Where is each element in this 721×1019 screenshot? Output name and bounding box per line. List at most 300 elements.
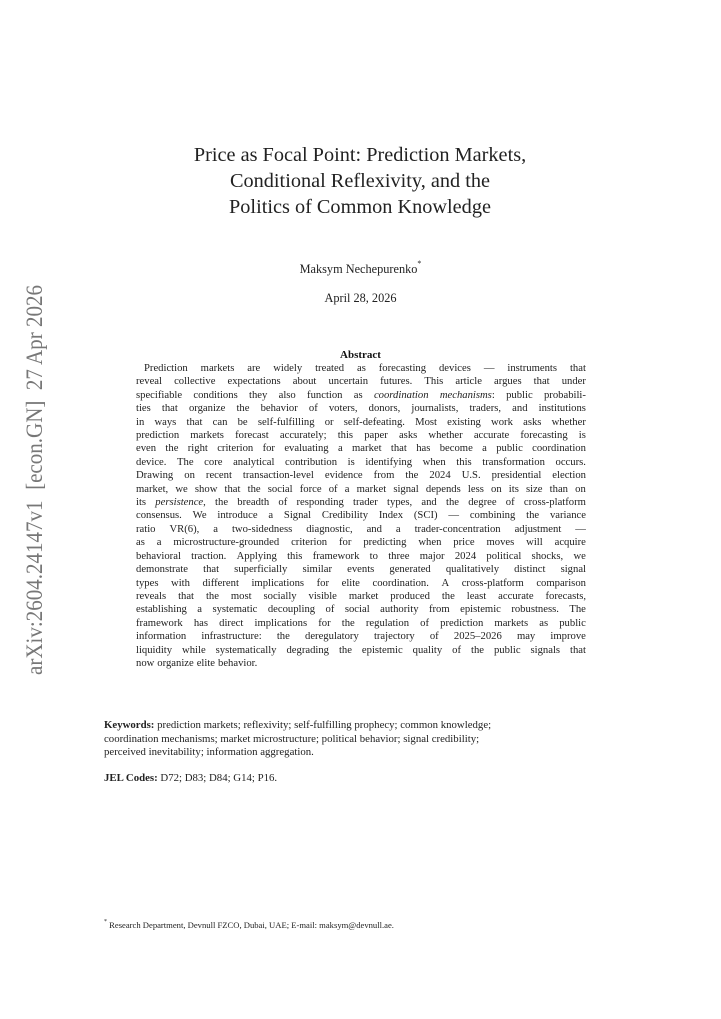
abstract-word: a <box>344 483 350 495</box>
abstract-word: right <box>187 443 208 455</box>
abstract-line <box>136 416 586 429</box>
abstract-body <box>136 362 586 670</box>
abstract-word: microstructure-grounded <box>173 537 280 549</box>
abstract-word: device. <box>136 456 167 468</box>
paper-date: April 28, 2026 <box>324 291 397 305</box>
abstract-word: the <box>205 590 219 602</box>
abstract-word: analytical <box>233 456 275 468</box>
abstract-word: reveal <box>136 376 162 388</box>
abstract-word: occurs. <box>555 456 586 468</box>
abstract-word: transaction-level <box>242 470 314 482</box>
abstract-word: systematic <box>212 604 258 616</box>
abstract-word: on <box>491 483 502 495</box>
author <box>0 259 721 277</box>
abstract-line <box>136 644 586 657</box>
abstract-word: probabili- <box>543 389 586 401</box>
abstract-word: Drawing <box>136 470 174 482</box>
abstract-word: events <box>347 564 375 576</box>
abstract-line <box>136 456 586 469</box>
abstract-word: socially <box>263 590 297 602</box>
abstract-word: public <box>496 443 523 455</box>
abstract-word: or <box>324 416 334 428</box>
abstract-word: a <box>395 523 401 535</box>
abstract-word: — <box>575 523 586 535</box>
abstract-word: epistemic <box>361 644 403 656</box>
abstract-word: framework <box>136 617 183 629</box>
abstract-word: establishing <box>136 604 187 616</box>
abstract-word: as <box>136 537 145 549</box>
abstract-word: evidence <box>324 470 363 482</box>
abstract-word: the <box>405 470 419 482</box>
abstract-word: be <box>237 416 248 428</box>
abstract-word: futures. <box>380 376 413 388</box>
abstract-line <box>136 389 586 402</box>
abstract-word: that <box>390 443 407 455</box>
abstract-word: prediction <box>440 617 484 629</box>
abstract-word: traction. <box>191 550 227 562</box>
abstract-word: introduce <box>217 510 258 522</box>
abstract-word: conditions <box>193 389 238 401</box>
abstract-word: Signal <box>283 510 312 522</box>
abstract-word: when <box>422 456 446 468</box>
abstract-line <box>136 630 586 643</box>
abstract-word: a <box>197 604 203 616</box>
abstract-word: systematically <box>215 644 277 656</box>
abstract-word: variance <box>549 510 586 522</box>
abstract-word: whether <box>551 416 586 428</box>
abstract-word: infrastructure: <box>201 631 262 643</box>
abstract-word: its <box>136 497 147 509</box>
abstract-word: degrading <box>286 644 330 656</box>
abstract-word: trajectory <box>373 631 415 643</box>
abstract-word: voters, <box>328 403 358 415</box>
abstract-word: comparison <box>536 577 586 589</box>
abstract-word: two-sidedness <box>231 523 293 535</box>
abstract-word: adjustment <box>514 523 562 535</box>
abstract-word: that <box>186 416 203 428</box>
abstract-word: most <box>230 590 252 602</box>
abstract-word: its <box>508 483 519 495</box>
abstract-word: of <box>420 617 430 629</box>
abstract-word: has <box>416 443 431 455</box>
abstract-word: for <box>318 617 331 629</box>
abstract-word: election <box>552 470 586 482</box>
abstract-word: of <box>452 644 462 656</box>
abstract-word: social <box>344 604 370 616</box>
keywords <box>104 719 624 760</box>
abstract-word: (SCI) <box>413 510 438 522</box>
abstract-word: distinct <box>514 564 546 576</box>
abstract-word: breadth <box>237 497 270 509</box>
abstract-word: accurate <box>473 430 510 442</box>
abstract-line <box>136 469 586 482</box>
abstract-word: that <box>224 483 241 495</box>
jel-codes <box>104 772 277 784</box>
abstract-word: persistence, <box>155 497 206 509</box>
abstract-word: market <box>352 443 382 455</box>
abstract-word: than <box>549 483 568 495</box>
abstract-word: has <box>193 617 208 629</box>
abstract-word: least <box>466 590 487 602</box>
abstract-word: three <box>388 550 410 562</box>
abstract-word: transformation <box>482 456 545 468</box>
abstract-word: deregulatory <box>305 631 359 643</box>
abstract-word: uncertain <box>328 376 369 388</box>
abstract-word: contribution <box>285 456 338 468</box>
abstract-word: consensus. <box>136 510 182 522</box>
abstract-word: A <box>441 577 450 589</box>
abstract-word: The <box>177 456 194 468</box>
title-line: Politics of Common Knowledge <box>229 196 491 218</box>
abstract-word: quality <box>412 644 443 656</box>
abstract-word: The <box>569 604 586 616</box>
abstract-word: the <box>526 510 540 522</box>
abstract-line <box>136 657 586 670</box>
abstract-word: implications <box>254 617 308 629</box>
abstract-word: implications <box>251 577 305 589</box>
abstract-word: 2024 <box>429 470 451 482</box>
abstract-word: criterion <box>217 443 254 455</box>
abstract-word: the <box>441 590 455 602</box>
abstract-word: moves <box>486 537 515 549</box>
abstract-word: VR(6), <box>169 523 200 535</box>
abstract-word: that <box>161 403 178 415</box>
abstract-word: public <box>493 644 521 656</box>
abstract-word: authority <box>380 604 419 616</box>
abstract-word: core <box>204 456 223 468</box>
abstract-word: that <box>203 564 220 576</box>
abstract-word: the <box>341 617 355 629</box>
abstract-word: markets <box>200 363 235 374</box>
abstract-word: presidential <box>491 470 542 482</box>
abstract-word: of <box>308 403 318 415</box>
abstract-word: while <box>182 644 206 656</box>
abstract-word: from <box>373 470 395 482</box>
abstract-word: trader-concentration <box>414 523 501 535</box>
abstract-word: combining <box>469 510 516 522</box>
abstract-word: self-defeating. <box>343 416 405 428</box>
title-line: Conditional Reflexivity, and the <box>229 170 491 192</box>
abstract-word: Applying <box>236 550 277 562</box>
abstract-word: may <box>516 631 536 643</box>
abstract-word: the <box>215 497 229 509</box>
abstract-word: even <box>136 443 157 455</box>
abstract-word: signal <box>393 483 419 495</box>
abstract-word: function <box>307 389 343 401</box>
abstract-word: forecast <box>235 430 269 442</box>
abstract-word: types, <box>387 497 413 509</box>
abstract-line <box>136 536 586 549</box>
abstract-word: we <box>573 550 586 562</box>
abstract-word: article <box>455 376 482 388</box>
abstract-word: specifiable <box>136 389 183 401</box>
abstract-word: as <box>539 617 549 629</box>
abstract-word: paper <box>364 430 388 442</box>
abstract-word: Most <box>415 416 437 428</box>
abstract-word: asks <box>523 416 542 428</box>
abstract-word: public <box>506 389 533 401</box>
abstract-word: of <box>328 483 338 495</box>
abstract-word: shocks, <box>531 550 564 562</box>
abstract-word: demonstrate <box>136 564 189 576</box>
abstract-word: on <box>184 470 195 482</box>
keywords-line: prediction markets; reflexivity; self-fulfilling prophecy; common knowledge; <box>157 719 492 731</box>
abstract-word: generated <box>389 564 431 576</box>
abstract-word: Prediction <box>144 363 188 374</box>
abstract-word: evaluating <box>284 443 329 455</box>
abstract-word: force <box>299 483 322 495</box>
abstract-word: different <box>202 577 239 589</box>
abstract-word: We <box>192 510 207 522</box>
abstract-word: about <box>292 376 317 388</box>
abstract-word: in <box>136 416 145 428</box>
abstract-word: U.S. <box>461 470 481 482</box>
abstract-word: improve <box>550 631 586 643</box>
abstract-word: to <box>369 550 378 562</box>
abstract-word: the <box>247 483 261 495</box>
abstract-word: degree <box>468 497 497 509</box>
author-name: Maksym Nechepurenko <box>299 262 418 276</box>
abstract-word: a <box>156 537 162 549</box>
abstract-word: coordination <box>532 443 586 455</box>
abstract-word: — <box>483 363 495 374</box>
abstract-word: widely <box>273 363 303 374</box>
abstract-word: whether <box>428 430 463 442</box>
jel-label: JEL Codes: <box>104 772 158 784</box>
abstract-word: epistemic <box>460 604 501 616</box>
footnote-mark: * <box>104 919 107 925</box>
abstract-line <box>136 577 586 590</box>
abstract-word: behavior. <box>218 657 258 669</box>
abstract-word: for <box>339 537 352 549</box>
abstract-word: the <box>338 644 352 656</box>
abstract-word: with <box>171 577 190 589</box>
abstract-word: predicting <box>363 537 407 549</box>
abstract-word: this <box>456 456 472 468</box>
abstract-word: accurately; <box>279 430 327 442</box>
abstract-word: framework <box>312 550 360 562</box>
abstract-line <box>136 563 586 576</box>
abstract-word: and <box>366 523 382 535</box>
abstract-word: and <box>512 403 528 415</box>
abstract-word: major <box>419 550 445 562</box>
abstract-word: less <box>467 483 484 495</box>
abstract-word: a <box>268 510 274 522</box>
abstract-word: robustness. <box>511 604 559 616</box>
abstract-word: produced <box>390 590 430 602</box>
abstract-word: diagnostic, <box>306 523 353 535</box>
abstract-word: institutions <box>538 403 586 415</box>
abstract-line <box>136 523 586 536</box>
abstract-word: forecasting <box>378 363 427 374</box>
abstract-word: donors, <box>368 403 401 415</box>
abstract-word: ways <box>154 416 177 428</box>
abstract-word: that <box>570 644 586 656</box>
abstract-word: — <box>448 510 459 522</box>
abstract-word: public <box>559 617 586 629</box>
abstract-word: and <box>421 497 437 509</box>
abstract-word: the <box>276 631 290 643</box>
abstract-word: 2025–2026 <box>453 631 502 643</box>
abstract-word: ties <box>136 403 151 415</box>
abstract-word: behavior <box>260 403 298 415</box>
abstract-word: organize <box>157 657 194 669</box>
abstract-word: markets <box>190 430 224 442</box>
abstract-word: as <box>353 389 363 401</box>
abstract-word: that <box>178 590 195 602</box>
abstract-word: a <box>337 443 343 455</box>
abstract-word: Index <box>378 510 404 522</box>
abstract-word: political <box>486 550 522 562</box>
abstract-line <box>136 402 586 415</box>
abstract-word: of <box>278 497 288 509</box>
abstract-word: cross-platform <box>461 577 524 589</box>
abstract-word: depends <box>425 483 461 495</box>
abstract-word: traders, <box>469 403 502 415</box>
abstract-word: market, <box>136 483 169 495</box>
abstract-word: elite <box>341 577 360 589</box>
abstract-word: this <box>337 430 354 442</box>
abstract-line <box>136 429 586 442</box>
abstract-word: elite <box>196 657 216 669</box>
abstract-word: is <box>347 456 355 468</box>
abstract-word: direct <box>219 617 244 629</box>
keywords-line: coordination mechanisms; market microstructure; political behavior; signal credibility; <box>104 732 480 745</box>
abstract-word: This <box>424 376 444 388</box>
abstract-word: they <box>249 389 268 401</box>
abstract-line <box>136 617 586 630</box>
keywords-line: perceived inevitability; information aggregation. <box>104 746 314 759</box>
abstract-word: of <box>325 604 335 616</box>
abstract-word: journalists, <box>411 403 459 415</box>
abstract-word: we <box>175 483 188 495</box>
abstract-word: criterion <box>291 537 328 549</box>
abstract-word: the <box>165 443 179 455</box>
abstract-word: the <box>445 497 459 509</box>
abstract-word: work <box>491 416 513 428</box>
abstract-line <box>136 603 586 616</box>
abstract-word: for <box>262 443 275 455</box>
footnote <box>104 920 394 930</box>
abstract-word: from <box>428 604 450 616</box>
abstract-word: size <box>525 483 543 495</box>
footnote-text: Research Department, Devnull FZCO, Dubai, UAE; E-mail: maksym@devnull.ae. <box>109 920 394 930</box>
abstract-word: liquidity <box>136 644 173 656</box>
abstract-word: of <box>505 497 515 509</box>
abstract-word: 2024 <box>454 550 477 562</box>
abstract-word: organize <box>188 403 226 415</box>
abstract-word: markets <box>494 617 529 629</box>
abstract-word: visible <box>308 590 337 602</box>
abstract-word: signals <box>530 644 561 656</box>
abstract-word: show <box>194 483 218 495</box>
abstract-word: is <box>578 430 586 442</box>
abstract-word: market <box>356 483 387 495</box>
abstract-word: the <box>236 403 250 415</box>
abstract-line <box>136 362 586 375</box>
abstract-word: existing <box>447 416 481 428</box>
abstract-word: self-fulfilling <box>257 416 315 428</box>
abstract-word: superficially <box>234 564 288 576</box>
abstract-word: when <box>418 537 442 549</box>
abstract-word: types <box>136 577 159 589</box>
abstract-word: treated <box>315 363 345 374</box>
abstract-word: also <box>278 389 296 401</box>
abstract-word: a <box>213 523 218 535</box>
abstract-word: prediction <box>136 430 180 442</box>
abstract-word: argues <box>494 376 522 388</box>
abstract-word: under <box>561 376 586 388</box>
abstract-word: similar <box>302 564 333 576</box>
abstract-line <box>136 483 586 496</box>
abstract-word: ratio <box>136 523 156 535</box>
abstract-word: are <box>247 363 261 374</box>
abstract-word: cross-platform <box>523 497 586 509</box>
abstract-word: social <box>267 483 293 495</box>
abstract-word: collective <box>174 376 216 388</box>
abstract-line <box>136 496 586 509</box>
abstract-line <box>136 442 586 455</box>
abstract-word: of <box>429 631 439 643</box>
abstract-word: responding <box>296 497 344 509</box>
keywords-label: Keywords: <box>104 719 155 731</box>
abstract-word: become <box>439 443 473 455</box>
abstract-line <box>136 590 586 603</box>
abstract-word: Credibility <box>321 510 369 522</box>
abstract-line <box>136 375 586 388</box>
abstract-word: the <box>471 644 484 656</box>
abstract-line <box>136 509 586 522</box>
abstract-word: that <box>569 363 586 374</box>
title-line: Price as Focal Point: Prediction Markets, <box>193 144 527 166</box>
abstract-word: forecasts, <box>545 590 586 602</box>
arxiv-stamp-text: arXiv:2604.24147v1 [econ.GN] 27 Apr 2026 <box>22 284 47 675</box>
abstract-word: market <box>348 590 379 602</box>
abstract-word: reveals <box>136 590 167 602</box>
abstract-word: mechanisms: <box>439 389 495 401</box>
abstract-word: coordination <box>373 389 429 401</box>
abstract-word: signal <box>560 564 586 576</box>
abstract-word: expectations <box>227 376 281 388</box>
abstract-word: will <box>526 537 543 549</box>
author-footnote-mark: * <box>417 259 422 268</box>
abstract-word: asks <box>398 430 418 442</box>
jel-codes-value: D72; D83; D84; G14; P16. <box>160 772 278 784</box>
abstract-word: can <box>212 416 228 428</box>
abstract-word: acquire <box>554 537 586 549</box>
abstract-word: regulation <box>365 617 410 629</box>
abstract-word: coordination. <box>372 577 429 589</box>
abstract-word: identifying <box>365 456 413 468</box>
abstract-word: this <box>287 550 303 562</box>
abstract-line <box>136 550 586 563</box>
abstract-word: qualitatively <box>445 564 500 576</box>
paper-title <box>160 142 560 220</box>
abstract-word: behavioral <box>136 550 181 562</box>
abstract-word: now <box>136 657 155 669</box>
arxiv-stamp <box>12 284 56 676</box>
abstract-word: forecasting <box>520 430 568 442</box>
abstract-word: trader <box>353 497 378 509</box>
abstract-word: instruments <box>507 363 558 374</box>
abstract-word: that <box>533 376 550 388</box>
abstract-word: devices <box>438 363 471 374</box>
abstract-word: as <box>356 363 366 374</box>
abstract-word: accurate <box>498 590 534 602</box>
abstract-word: a <box>482 443 487 455</box>
abstract-word: recent <box>205 470 232 482</box>
abstract-word: decoupling <box>267 604 316 616</box>
